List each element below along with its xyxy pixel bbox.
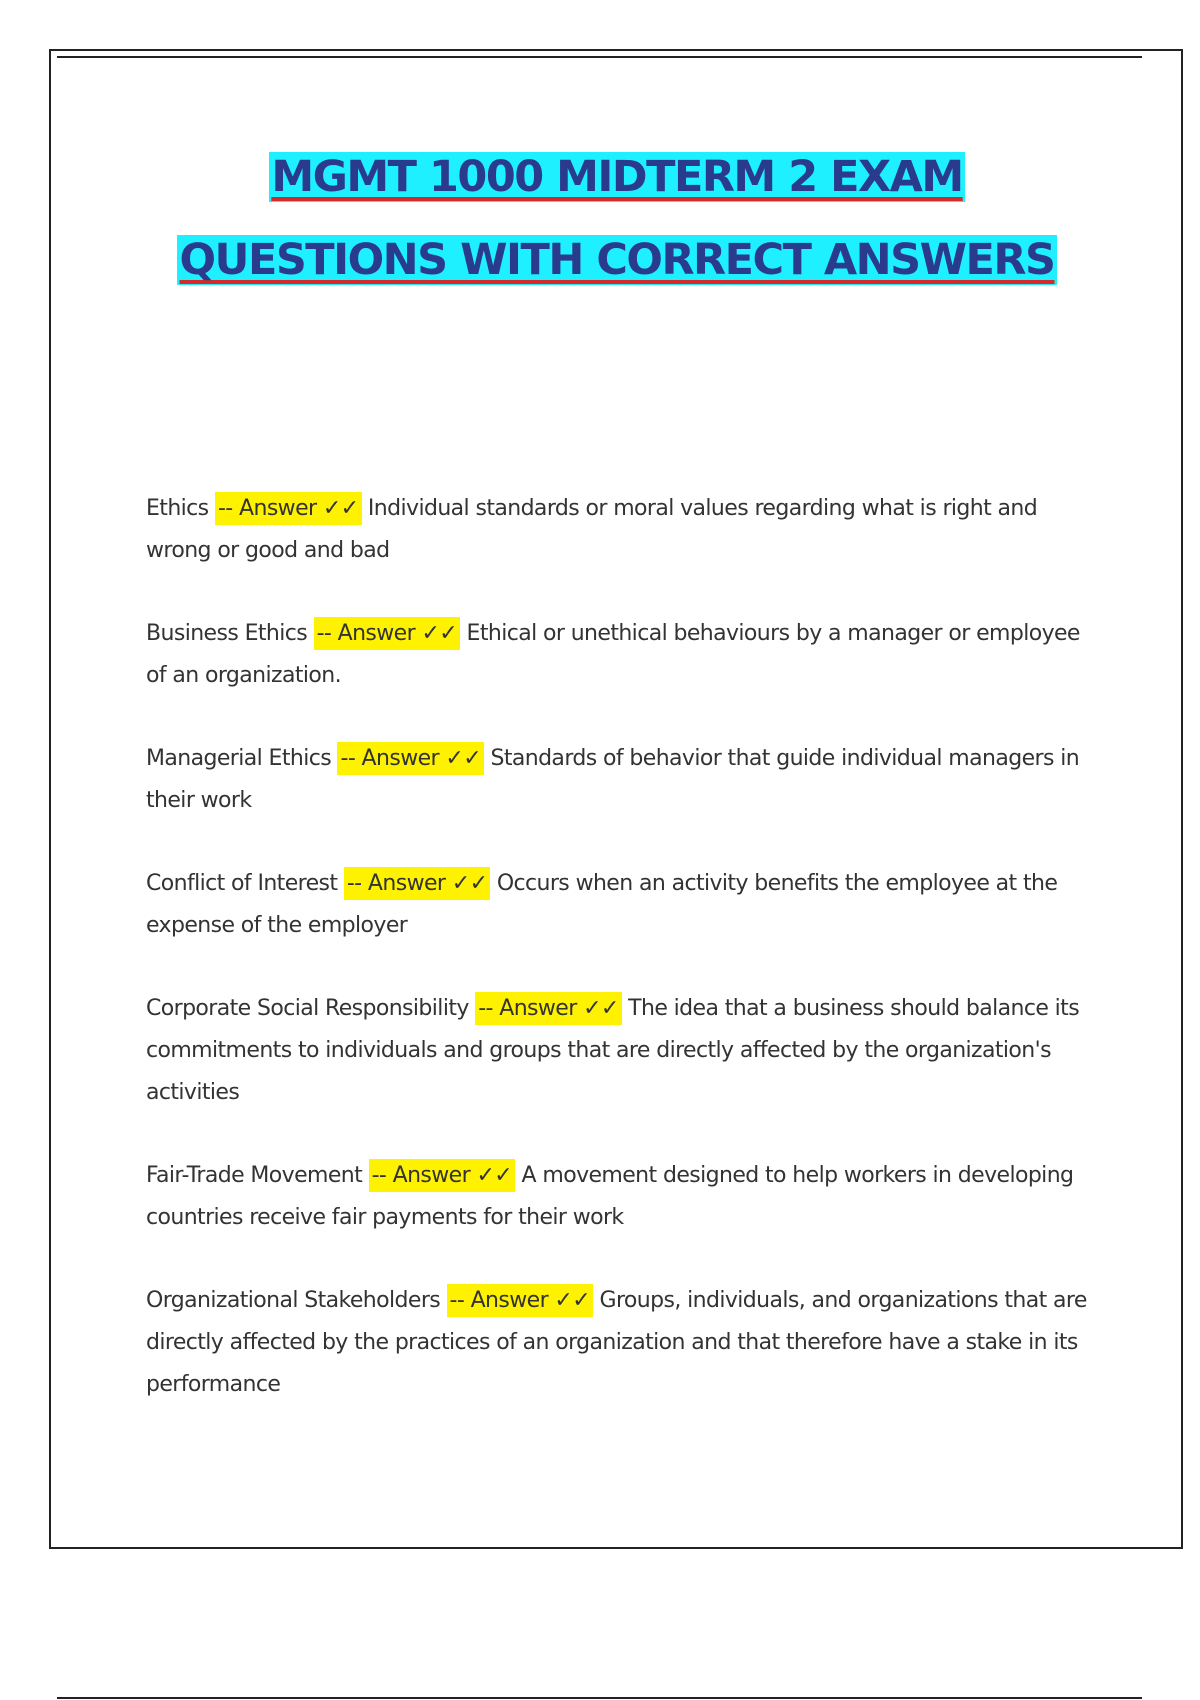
answer-marker: -- Answer ✓✓ xyxy=(475,992,622,1025)
answer-marker: -- Answer ✓✓ xyxy=(215,492,362,525)
qa-item xyxy=(146,988,1092,1114)
document-title xyxy=(150,140,1084,306)
answer-marker: -- Answer ✓✓ xyxy=(447,1284,594,1317)
answer-marker: -- Answer ✓✓ xyxy=(344,867,491,900)
answer-marker: -- Answer ✓✓ xyxy=(337,742,484,775)
qa-item xyxy=(146,1155,1092,1239)
qa-definition: Ethical or unethical behaviours by a manager or employee of an organization. xyxy=(146,621,1080,688)
qa-list xyxy=(146,488,1092,1447)
qa-item xyxy=(146,863,1092,947)
qa-term: Managerial Ethics xyxy=(146,746,332,771)
qa-definition: Occurs when an activity benefits the employee at the expense of the employer xyxy=(146,871,1058,938)
qa-item xyxy=(146,738,1092,822)
qa-item xyxy=(146,613,1092,697)
qa-term: Ethics xyxy=(146,496,209,521)
qa-definition: Groups, individuals, and organizations that are directly affected by the practices of an organization and that therefore have a stake in its performance xyxy=(146,1288,1087,1397)
bottom-rule xyxy=(57,1697,1142,1699)
document-title-text: MGMT 1000 MIDTERM 2 EXAM QUESTIONS WITH CORRECT ANSWERS xyxy=(179,152,1055,285)
answer-marker: -- Answer ✓✓ xyxy=(369,1159,516,1192)
qa-term: Business Ethics xyxy=(146,621,308,646)
qa-definition: A movement designed to help workers in developing countries receive fair payments for their work xyxy=(146,1163,1074,1230)
qa-term: Organizational Stakeholders xyxy=(146,1288,441,1313)
qa-definition: Standards of behavior that guide individual managers in their work xyxy=(146,746,1080,813)
qa-term: Corporate Social Responsibility xyxy=(146,996,469,1021)
qa-item xyxy=(146,488,1092,572)
qa-definition: The idea that a business should balance its commitments to individuals and groups that are directly affected by the organization's activities xyxy=(146,996,1080,1105)
answer-marker: -- Answer ✓✓ xyxy=(314,617,461,650)
qa-term: Conflict of Interest xyxy=(146,871,338,896)
qa-term: Fair-Trade Movement xyxy=(146,1163,363,1188)
qa-item xyxy=(146,1280,1092,1406)
top-rule xyxy=(57,56,1142,58)
qa-definition: Individual standards or moral values regarding what is right and wrong or good and bad xyxy=(146,496,1038,563)
